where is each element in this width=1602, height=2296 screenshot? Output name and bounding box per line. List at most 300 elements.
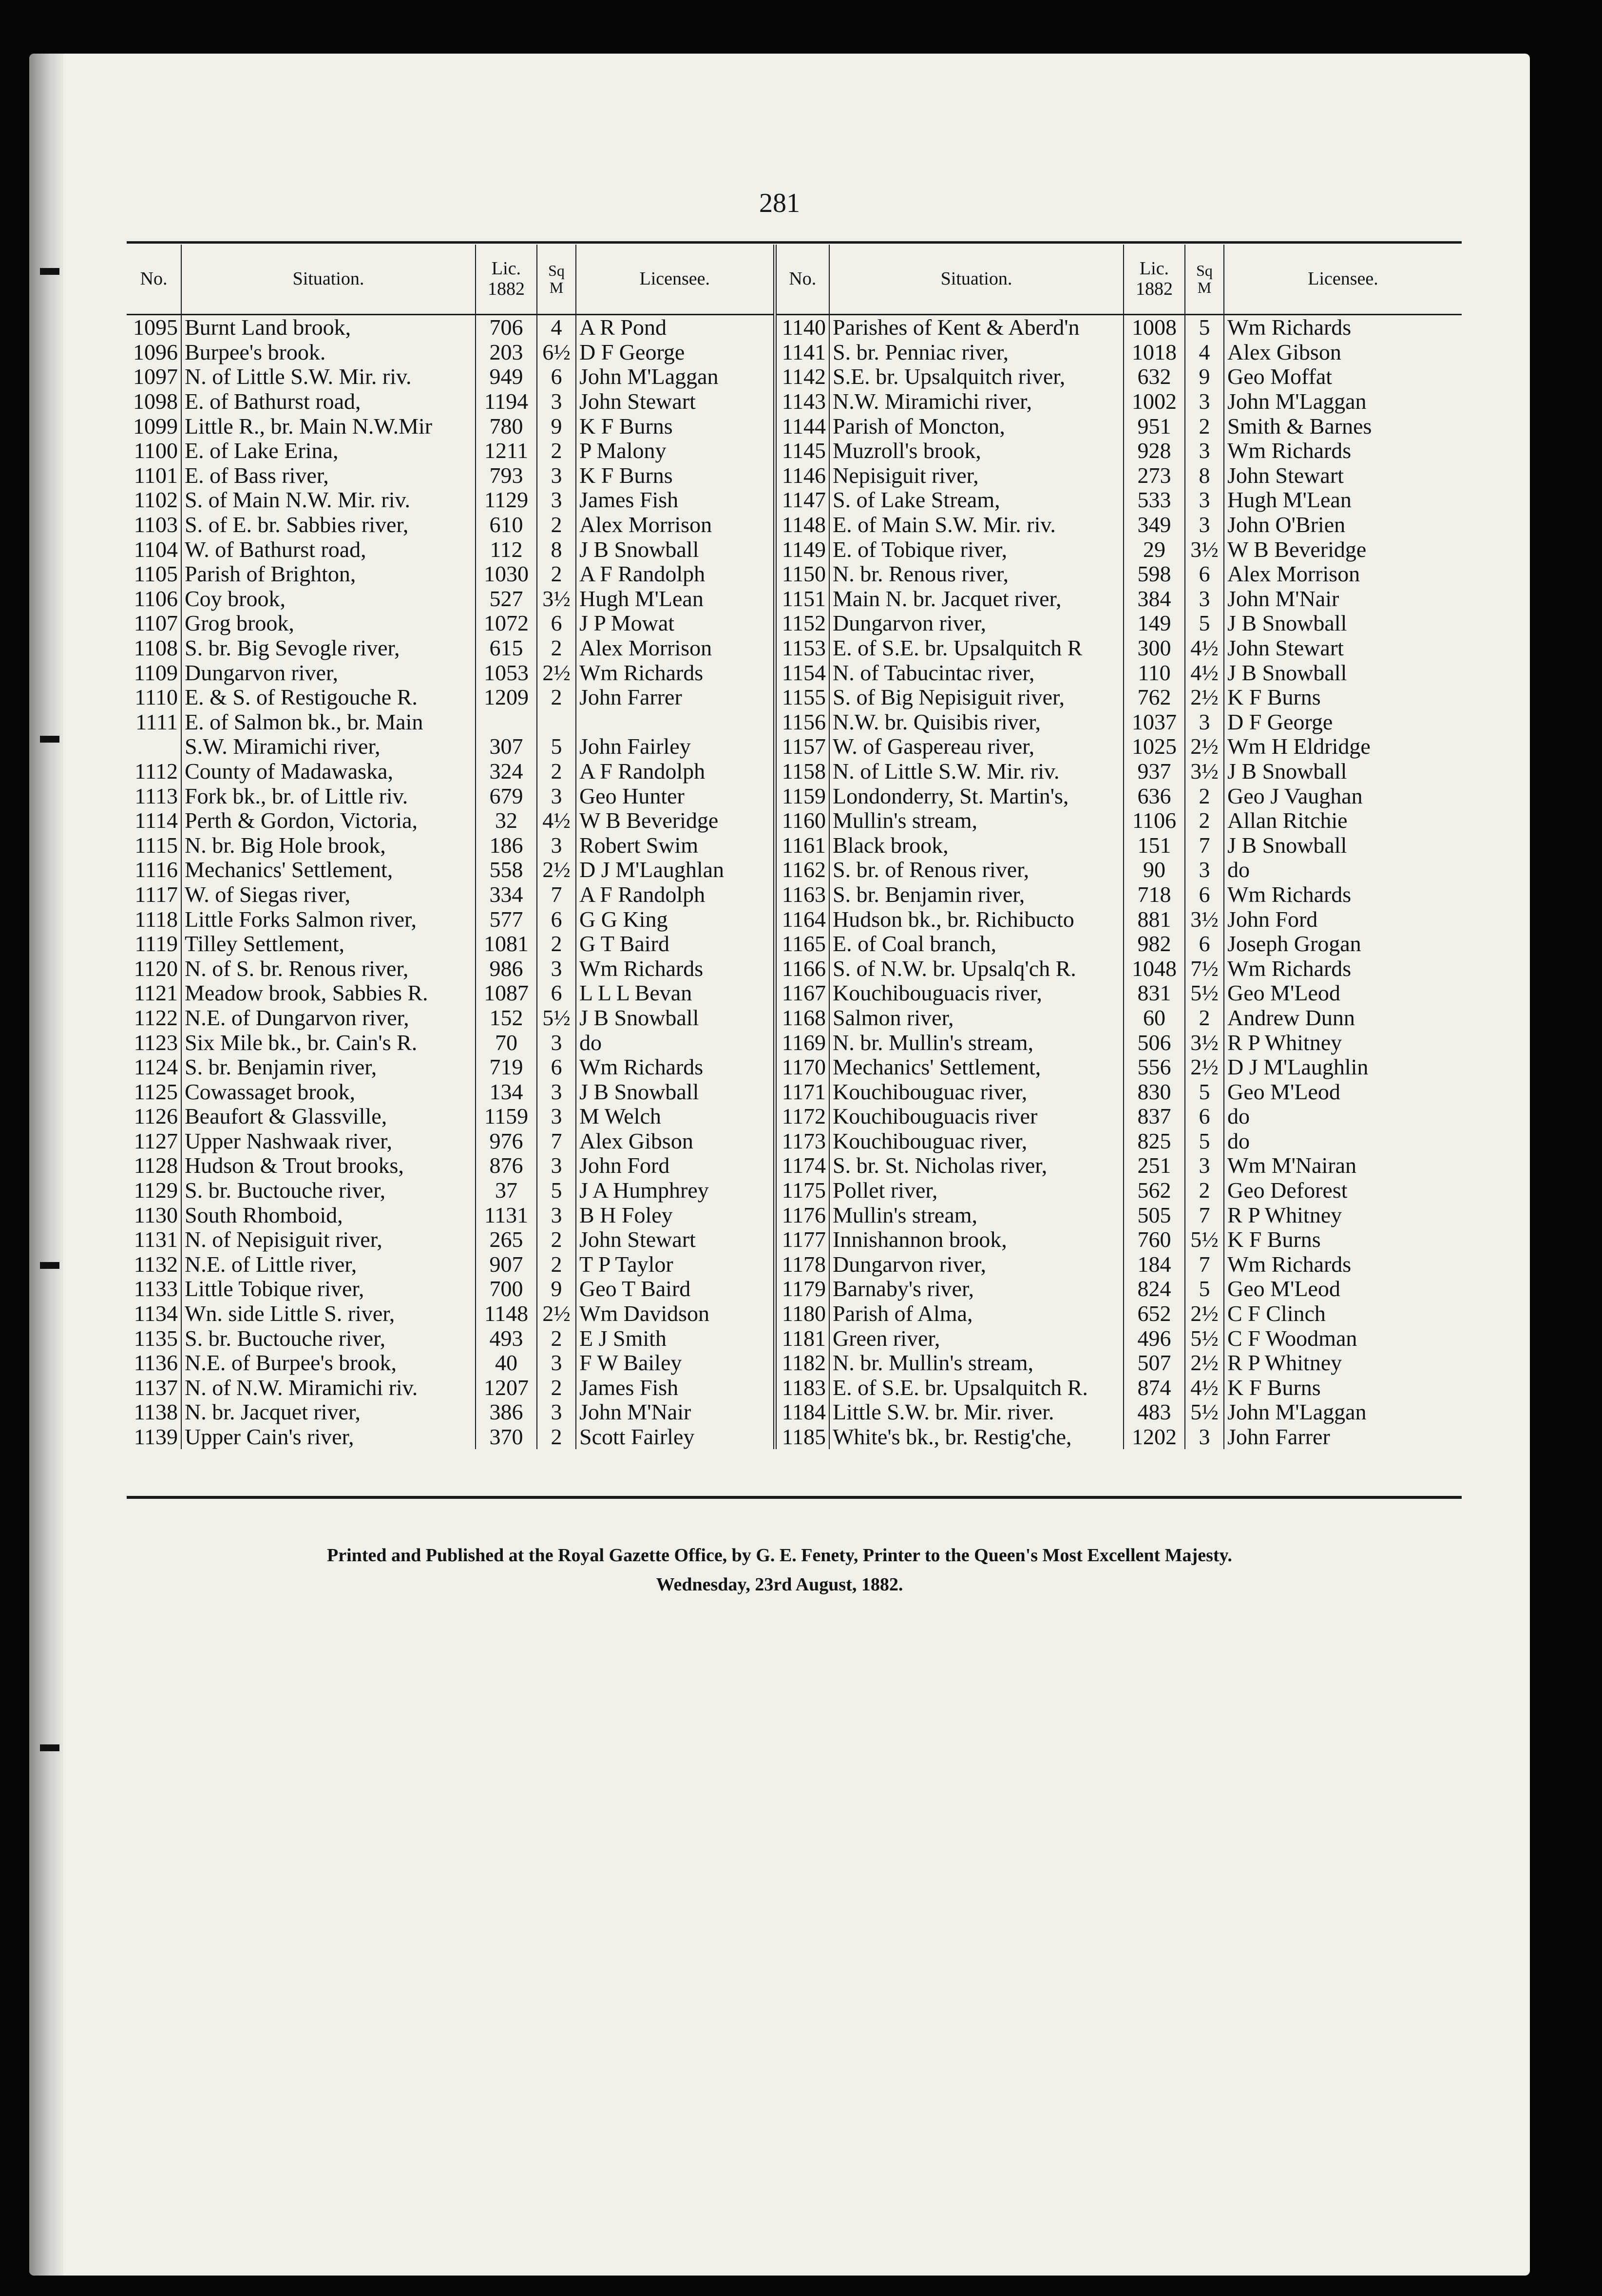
licence-fee-cell: 273 bbox=[1124, 463, 1185, 488]
square-miles-cell: 3½ bbox=[537, 587, 576, 612]
table-row bbox=[127, 1425, 1462, 1450]
licensee-cell: P Malony bbox=[576, 439, 775, 463]
situation-cell: Little Forks Salmon river, bbox=[181, 907, 476, 932]
licensee-cell: do bbox=[1227, 858, 1250, 882]
licence-fee-cell: 679 bbox=[476, 784, 537, 808]
situation-cell: S. br. Buctouche river, bbox=[181, 1178, 476, 1203]
square-miles-cell: 2 bbox=[1185, 1006, 1224, 1031]
licence-fee-cell: 152 bbox=[476, 1006, 537, 1031]
situation-cell: White's bk., br. Restig'che, bbox=[829, 1425, 1124, 1450]
licensee-cell: J A Humphrey bbox=[576, 1178, 775, 1203]
licence-fee-cell: 760 bbox=[1124, 1227, 1185, 1252]
table-row bbox=[127, 340, 1462, 365]
licensee-cell: D J M'Laughlan bbox=[576, 858, 775, 882]
entry-number-cell: 1143 bbox=[775, 389, 829, 414]
licensee-cell: J B Snowball bbox=[576, 1006, 775, 1031]
licensee-cell: John Ford bbox=[1227, 907, 1318, 932]
licensee-cell: John Stewart bbox=[576, 389, 775, 414]
square-miles-cell: 3 bbox=[537, 1400, 576, 1425]
table-row bbox=[127, 1178, 1462, 1203]
licensee-cell: Allan Ritchie bbox=[1227, 808, 1348, 833]
square-miles-cell: 2½ bbox=[537, 858, 576, 882]
square-miles-cell: 2½ bbox=[1185, 1351, 1224, 1376]
square-miles-cell: 3 bbox=[1185, 1153, 1224, 1178]
square-miles-cell: 5 bbox=[537, 1178, 576, 1203]
licensee-cell: Andrew Dunn bbox=[1227, 1005, 1355, 1030]
licence-fee-cell: 1211 bbox=[476, 439, 537, 463]
entry-number-cell: 1121 bbox=[127, 981, 181, 1006]
entry-number-cell: 1103 bbox=[127, 513, 181, 537]
licensee-cell: John O'Brien bbox=[1227, 512, 1346, 537]
situation-cell: N. br. Mullin's stream, bbox=[829, 1030, 1124, 1055]
situation-cell: Mullin's stream, bbox=[829, 808, 1124, 833]
licence-fee-cell: 793 bbox=[476, 463, 537, 488]
licence-fee-cell: 32 bbox=[476, 808, 537, 833]
licensee-cell: Wm Richards bbox=[1227, 315, 1352, 340]
square-miles-cell: 8 bbox=[1185, 463, 1224, 488]
licence-fee-cell: 636 bbox=[1124, 784, 1185, 808]
entry-number-cell: 1120 bbox=[127, 956, 181, 981]
square-miles-cell: 6 bbox=[1185, 932, 1224, 957]
situation-cell: N. br. Mullin's stream, bbox=[829, 1351, 1124, 1376]
entry-number-cell: 1137 bbox=[127, 1376, 181, 1400]
licensee-cell: W B Beveridge bbox=[576, 808, 775, 833]
licensee-cell: B H Foley bbox=[576, 1203, 775, 1227]
licensee-cell: Geo T Baird bbox=[576, 1277, 775, 1301]
table-row bbox=[127, 439, 1462, 463]
square-miles-cell: 6½ bbox=[537, 340, 576, 365]
square-miles-cell: 2 bbox=[537, 1376, 576, 1400]
licensee-cell: Geo J Vaughan bbox=[1227, 784, 1363, 808]
square-miles-cell: 3 bbox=[537, 463, 576, 488]
licensee-cell: John Farrer bbox=[1227, 1424, 1330, 1450]
licence-fee-cell: 824 bbox=[1124, 1277, 1185, 1301]
table-row bbox=[127, 956, 1462, 981]
licensee-cell: Wm Richards bbox=[576, 1055, 775, 1080]
licence-fee-cell: 493 bbox=[476, 1326, 537, 1351]
licence-fee-cell: 112 bbox=[476, 537, 537, 562]
entry-number-cell: 1152 bbox=[775, 611, 829, 636]
entry-number-cell: 1140 bbox=[775, 315, 829, 340]
table-row bbox=[127, 1351, 1462, 1376]
situation-cell: Black brook, bbox=[829, 833, 1124, 858]
licence-fee-cell: 982 bbox=[1124, 932, 1185, 957]
square-miles-cell: 6 bbox=[1185, 562, 1224, 587]
table-row bbox=[127, 1030, 1462, 1055]
table-row bbox=[127, 1376, 1462, 1400]
square-miles-cell: 2 bbox=[537, 1425, 576, 1450]
entry-number-cell: 1097 bbox=[127, 364, 181, 389]
licensee-cell: Alex Morrison bbox=[576, 636, 775, 661]
licence-fee-cell: 37 bbox=[476, 1178, 537, 1203]
table-row bbox=[127, 858, 1462, 882]
situation-cell: N. of N.W. Miramichi riv. bbox=[181, 1376, 476, 1400]
table-row bbox=[127, 587, 1462, 612]
licence-fee-cell: 1087 bbox=[476, 981, 537, 1006]
situation-cell: N. of S. br. Renous river, bbox=[181, 956, 476, 981]
header-lic: Lic. 1882 bbox=[476, 245, 537, 315]
entry-number-cell: 1096 bbox=[127, 340, 181, 365]
licence-fee-cell: 324 bbox=[476, 759, 537, 784]
binding-mark bbox=[40, 736, 59, 743]
situation-cell: N. of Little S.W. Mir. riv. bbox=[181, 364, 476, 389]
table-row bbox=[127, 660, 1462, 685]
square-miles-cell: 9 bbox=[1185, 364, 1224, 389]
entry-number-cell: 1179 bbox=[775, 1277, 829, 1301]
entry-number-cell: 1129 bbox=[127, 1178, 181, 1203]
situation-cell: South Rhomboid, bbox=[181, 1203, 476, 1227]
entry-number-cell: 1155 bbox=[775, 685, 829, 710]
licence-fee-cell: 837 bbox=[1124, 1104, 1185, 1129]
licensee-cell: James Fish bbox=[576, 488, 775, 513]
square-miles-cell: 6 bbox=[537, 981, 576, 1006]
licensee-cell: James Fish bbox=[576, 1376, 775, 1400]
situation-cell: Barnaby's river, bbox=[829, 1277, 1124, 1301]
licence-fee-cell: 976 bbox=[476, 1129, 537, 1154]
situation-cell: Parish of Moncton, bbox=[829, 414, 1124, 439]
situation-cell: E. & S. of Restigouche R. bbox=[181, 685, 476, 710]
situation-cell: Coy brook, bbox=[181, 587, 476, 612]
licensee-cell: Hugh M'Lean bbox=[1227, 488, 1352, 513]
table-row bbox=[127, 1006, 1462, 1031]
situation-cell: Cowassaget brook, bbox=[181, 1079, 476, 1104]
entry-number-cell: 1176 bbox=[775, 1203, 829, 1227]
licence-fee-cell: 483 bbox=[1124, 1400, 1185, 1425]
licence-fee-cell: 134 bbox=[476, 1079, 537, 1104]
entry-number-cell: 1172 bbox=[775, 1104, 829, 1129]
situation-cell: Parish of Brighton, bbox=[181, 562, 476, 587]
square-miles-cell: 7 bbox=[1185, 1203, 1224, 1227]
licence-fee-cell: 1018 bbox=[1124, 340, 1185, 365]
situation-cell: S. br. of Renous river, bbox=[829, 858, 1124, 882]
square-miles-cell: 3 bbox=[537, 488, 576, 513]
square-miles-cell: 4½ bbox=[537, 808, 576, 833]
situation-cell: E. of S.E. br. Upsalquitch R. bbox=[829, 1376, 1124, 1400]
licence-fee-cell: 719 bbox=[476, 1055, 537, 1080]
square-miles-cell: 2 bbox=[537, 1326, 576, 1351]
square-miles-cell: 5½ bbox=[537, 1006, 576, 1031]
square-miles-cell: 3 bbox=[537, 1153, 576, 1178]
entry-number-cell: 1146 bbox=[775, 463, 829, 488]
square-miles-cell: 2 bbox=[537, 932, 576, 957]
situation-cell: S. br. Big Sevogle river, bbox=[181, 636, 476, 661]
licence-fee-cell: 831 bbox=[1124, 981, 1185, 1006]
licensee-cell: Wm Richards bbox=[1227, 438, 1352, 463]
table-row bbox=[127, 907, 1462, 932]
square-miles-cell: 4 bbox=[1185, 340, 1224, 365]
situation-cell: Little R., br. Main N.W.Mir bbox=[181, 414, 476, 439]
licence-fee-cell: 505 bbox=[1124, 1203, 1185, 1227]
licence-fee-cell: 186 bbox=[476, 833, 537, 858]
square-miles-cell: 3 bbox=[537, 1203, 576, 1227]
situation-cell: Kouchibouguac river, bbox=[829, 1079, 1124, 1104]
licence-fee-cell: 706 bbox=[476, 315, 537, 340]
square-miles-cell: 2 bbox=[1185, 784, 1224, 808]
table-row bbox=[127, 364, 1462, 389]
licensee-cell: Alex Gibson bbox=[576, 1129, 775, 1154]
square-miles-cell: 6 bbox=[537, 1055, 576, 1080]
situation-cell: W. of Siegas river, bbox=[181, 882, 476, 907]
square-miles-cell: 2 bbox=[537, 562, 576, 587]
entry-number-cell: 1127 bbox=[127, 1129, 181, 1154]
entry-number-cell: 1128 bbox=[127, 1153, 181, 1178]
licence-fee-cell: 1008 bbox=[1124, 315, 1185, 340]
licensee-cell: Wm H Eldridge bbox=[1227, 734, 1371, 759]
situation-cell: E. of Salmon bk., br. Main bbox=[181, 710, 476, 735]
situation-cell: N. of Tabucintac river, bbox=[829, 660, 1124, 685]
licence-fee-cell: 533 bbox=[1124, 488, 1185, 513]
entry-number-cell: 1101 bbox=[127, 463, 181, 488]
situation-cell: Nepisiguit river, bbox=[829, 463, 1124, 488]
entry-number-cell: 1118 bbox=[127, 907, 181, 932]
licensee-cell: J B Snowball bbox=[576, 1079, 775, 1104]
entry-number-cell: 1150 bbox=[775, 562, 829, 587]
situation-cell: S. of Big Nepisiguit river, bbox=[829, 685, 1124, 710]
licence-fee-cell: 349 bbox=[1124, 513, 1185, 537]
situation-cell: S.E. br. Upsalquitch river, bbox=[829, 364, 1124, 389]
entry-number-cell: 1164 bbox=[775, 907, 829, 932]
licensee-cell: Hugh M'Lean bbox=[576, 587, 775, 612]
licence-fee-cell: 386 bbox=[476, 1400, 537, 1425]
situation-cell: County of Madawaska, bbox=[181, 759, 476, 784]
licensee-cell: Geo Deforest bbox=[1227, 1178, 1348, 1203]
licensee-cell: Wm Richards bbox=[1227, 882, 1352, 907]
square-miles-cell: 6 bbox=[1185, 1104, 1224, 1129]
situation-cell: Burpee's brook. bbox=[181, 340, 476, 365]
licensee-cell: John Farrer bbox=[576, 685, 775, 710]
licensee-cell: Geo M'Leod bbox=[1227, 1079, 1340, 1104]
situation-cell: N.E. of Dungarvon river, bbox=[181, 1006, 476, 1031]
table-row bbox=[127, 611, 1462, 636]
licensee-cell: do bbox=[1227, 1104, 1250, 1129]
licensee-cell: J B Snowball bbox=[1227, 611, 1347, 636]
situation-cell: Main N. br. Jacquet river, bbox=[829, 587, 1124, 612]
situation-cell: E. of Main S.W. Mir. riv. bbox=[829, 513, 1124, 537]
licensee-cell: T P Taylor bbox=[576, 1252, 775, 1277]
situation-cell: Dungarvon river, bbox=[829, 611, 1124, 636]
situation-cell: W. of Bathurst road, bbox=[181, 537, 476, 562]
square-miles-cell: 5½ bbox=[1185, 1326, 1224, 1351]
situation-cell: S. of Lake Stream, bbox=[829, 488, 1124, 513]
licence-fee-cell: 300 bbox=[1124, 636, 1185, 661]
entry-number-cell: 1136 bbox=[127, 1351, 181, 1376]
licence-fee-cell: 652 bbox=[1124, 1301, 1185, 1326]
licensee-cell: C F Clinch bbox=[1227, 1301, 1326, 1326]
printer-imprint: Printed and Published at the Royal Gazette Office, by G. E. Fenety, Printer to the Queen's Most Excellent Majesty. bbox=[327, 1545, 1232, 1566]
situation-cell: Pollet river, bbox=[829, 1178, 1124, 1203]
table-row bbox=[127, 1153, 1462, 1178]
licence-fee-cell: 496 bbox=[1124, 1326, 1185, 1351]
licence-fee-cell: 881 bbox=[1124, 907, 1185, 932]
licence-fee-cell: 1207 bbox=[476, 1376, 537, 1400]
square-miles-cell: 2 bbox=[1185, 414, 1224, 439]
situation-cell: N.W. br. Quisibis river, bbox=[829, 710, 1124, 735]
square-miles-cell: 4½ bbox=[1185, 1376, 1224, 1400]
entry-number-cell: 1144 bbox=[775, 414, 829, 439]
square-miles-cell: 3½ bbox=[1185, 537, 1224, 562]
situation-cell: E. of Bass river, bbox=[181, 463, 476, 488]
licensee-cell: Wm Richards bbox=[576, 956, 775, 981]
entry-number-cell: 1095 bbox=[127, 315, 181, 340]
table-row bbox=[127, 389, 1462, 414]
licensee-cell: Geo Hunter bbox=[576, 784, 775, 808]
situation-cell: Muzroll's brook, bbox=[829, 439, 1124, 463]
licence-fee-cell: 830 bbox=[1124, 1079, 1185, 1104]
table-row bbox=[127, 1227, 1462, 1252]
table-row bbox=[127, 537, 1462, 562]
situation-cell: S. br. St. Nicholas river, bbox=[829, 1153, 1124, 1178]
square-miles-cell: 6 bbox=[537, 907, 576, 932]
licence-fee-cell: 1129 bbox=[476, 488, 537, 513]
table-row bbox=[127, 1203, 1462, 1227]
licensee-cell: Joseph Grogan bbox=[1227, 931, 1361, 957]
entry-number-cell: 1174 bbox=[775, 1153, 829, 1178]
table-row bbox=[127, 414, 1462, 439]
square-miles-cell: 3 bbox=[1185, 858, 1224, 882]
header-situation: Situation. bbox=[829, 245, 1124, 315]
table-body bbox=[127, 315, 1462, 1450]
entry-number-cell: 1178 bbox=[775, 1252, 829, 1277]
header-licensee: Licensee. bbox=[576, 245, 775, 315]
licensee-cell: Alex Morrison bbox=[576, 513, 775, 537]
entry-number-cell: 1112 bbox=[127, 759, 181, 784]
licence-fee-cell: 951 bbox=[1124, 414, 1185, 439]
entry-number-cell: 1180 bbox=[775, 1301, 829, 1326]
licensee-cell: Wm Richards bbox=[576, 660, 775, 685]
square-miles-cell: 3 bbox=[1185, 513, 1224, 537]
licence-fee-cell: 1072 bbox=[476, 611, 537, 636]
entry-number-cell: 1122 bbox=[127, 1006, 181, 1031]
situation-cell: N. br. Renous river, bbox=[829, 562, 1124, 587]
entry-number-cell: 1133 bbox=[127, 1277, 181, 1301]
licence-fee-cell: 562 bbox=[1124, 1178, 1185, 1203]
entry-number-cell: 1104 bbox=[127, 537, 181, 562]
square-miles-cell: 2½ bbox=[537, 1301, 576, 1326]
situation-cell: Upper Cain's river, bbox=[181, 1425, 476, 1450]
table-row bbox=[127, 513, 1462, 537]
licence-fee-cell: 577 bbox=[476, 907, 537, 932]
licensee-cell: W B Beveridge bbox=[1227, 537, 1367, 562]
licensee-cell: J P Mowat bbox=[576, 611, 775, 636]
situation-cell: Perth & Gordon, Victoria, bbox=[181, 808, 476, 833]
licence-fee-cell: 1081 bbox=[476, 932, 537, 957]
licence-fee-cell: 1131 bbox=[476, 1203, 537, 1227]
licensee-cell: John Fairley bbox=[576, 734, 775, 759]
table-header-row bbox=[127, 245, 1462, 315]
entry-number-cell: 1184 bbox=[775, 1400, 829, 1425]
licensee-cell: D J M'Laughlin bbox=[1227, 1054, 1369, 1080]
licence-fee-cell: 780 bbox=[476, 414, 537, 439]
licence-fee-cell: 40 bbox=[476, 1351, 537, 1376]
entry-number-cell: 1108 bbox=[127, 636, 181, 661]
entry-number-cell: 1161 bbox=[775, 833, 829, 858]
situation-cell: N. br. Big Hole brook, bbox=[181, 833, 476, 858]
entry-number-cell: 1099 bbox=[127, 414, 181, 439]
situation-cell: E. of Tobique river, bbox=[829, 537, 1124, 562]
square-miles-cell: 3 bbox=[537, 1104, 576, 1129]
situation-cell: Parishes of Kent & Aberd'n bbox=[829, 315, 1124, 340]
entry-number-cell: 1145 bbox=[775, 439, 829, 463]
situation-cell: Innishannon brook, bbox=[829, 1227, 1124, 1252]
square-miles-cell: 7 bbox=[537, 882, 576, 907]
header-lic: Lic. 1882 bbox=[1124, 245, 1185, 315]
square-miles-cell: 3 bbox=[537, 1079, 576, 1104]
situation-cell: W. of Gaspereau river, bbox=[829, 734, 1124, 759]
licensee-cell: Alex Gibson bbox=[1227, 340, 1341, 364]
situation-cell: Parish of Alma, bbox=[829, 1301, 1124, 1326]
situation-cell: Upper Nashwaak river, bbox=[181, 1129, 476, 1154]
licence-fee-cell: 937 bbox=[1124, 759, 1185, 784]
licence-fee-cell: 265 bbox=[476, 1227, 537, 1252]
entry-number-cell: 1114 bbox=[127, 808, 181, 833]
entry-number-cell: 1182 bbox=[775, 1351, 829, 1376]
licence-fee-cell: 149 bbox=[1124, 611, 1185, 636]
situation-cell: Grog brook, bbox=[181, 611, 476, 636]
square-miles-cell: 6 bbox=[537, 364, 576, 389]
licensee-cell: G G King bbox=[576, 907, 775, 932]
square-miles-cell: 3 bbox=[1185, 587, 1224, 612]
licence-fee-cell: 700 bbox=[476, 1277, 537, 1301]
entry-number-cell: 1169 bbox=[775, 1030, 829, 1055]
licensee-cell: K F Burns bbox=[1227, 1375, 1321, 1400]
situation-cell: Mechanics' Settlement, bbox=[181, 858, 476, 882]
entry-number-cell: 1160 bbox=[775, 808, 829, 833]
situation-cell: S. of Main N.W. Mir. riv. bbox=[181, 488, 476, 513]
entry-number-cell: 1105 bbox=[127, 562, 181, 587]
square-miles-cell: 8 bbox=[537, 537, 576, 562]
licensee-cell: Scott Fairley bbox=[576, 1425, 775, 1450]
square-miles-cell: 3 bbox=[537, 784, 576, 808]
licence-fee-cell: 598 bbox=[1124, 562, 1185, 587]
situation-cell: N.E. of Burpee's brook, bbox=[181, 1351, 476, 1376]
header-no: No. bbox=[775, 245, 829, 315]
situation-cell: Kouchibouguacis river bbox=[829, 1104, 1124, 1129]
licence-fee-cell: 986 bbox=[476, 956, 537, 981]
entry-number-cell bbox=[127, 734, 181, 759]
table-row bbox=[127, 784, 1462, 808]
entry-number-cell: 1185 bbox=[775, 1425, 829, 1450]
entry-number-cell: 1175 bbox=[775, 1178, 829, 1203]
binding-mark bbox=[40, 1262, 59, 1269]
licensee-cell: K F Burns bbox=[1227, 685, 1321, 710]
situation-cell: Wn. side Little S. river, bbox=[181, 1301, 476, 1326]
situation-cell: S. of N.W. br. Upsalq'ch R. bbox=[829, 956, 1124, 981]
licensee-cell: Geo M'Leod bbox=[1227, 981, 1340, 1006]
entry-number-cell: 1158 bbox=[775, 759, 829, 784]
table-row bbox=[127, 636, 1462, 661]
licence-fee-cell: 507 bbox=[1124, 1351, 1185, 1376]
licence-fee-cell: 1002 bbox=[1124, 389, 1185, 414]
entry-number-cell: 1157 bbox=[775, 734, 829, 759]
entry-number-cell: 1132 bbox=[127, 1252, 181, 1277]
entry-number-cell: 1141 bbox=[775, 340, 829, 365]
header-no: No. bbox=[127, 245, 181, 315]
square-miles-cell: 3 bbox=[537, 1351, 576, 1376]
licensee-cell: John M'Nair bbox=[1227, 586, 1339, 611]
entry-number-cell: 1163 bbox=[775, 882, 829, 907]
entry-number-cell: 1151 bbox=[775, 587, 829, 612]
table-row bbox=[127, 488, 1462, 513]
square-miles-cell: 6 bbox=[537, 611, 576, 636]
situation-cell: E. of S.E. br. Upsalquitch R bbox=[829, 636, 1124, 661]
table-row bbox=[127, 1079, 1462, 1104]
header-situation: Situation. bbox=[181, 245, 476, 315]
licensee-cell: John Stewart bbox=[1227, 463, 1344, 488]
binding-mark bbox=[40, 1744, 59, 1751]
square-miles-cell: 5 bbox=[537, 734, 576, 759]
entry-number-cell: 1162 bbox=[775, 858, 829, 882]
licence-fee-cell bbox=[476, 710, 537, 735]
